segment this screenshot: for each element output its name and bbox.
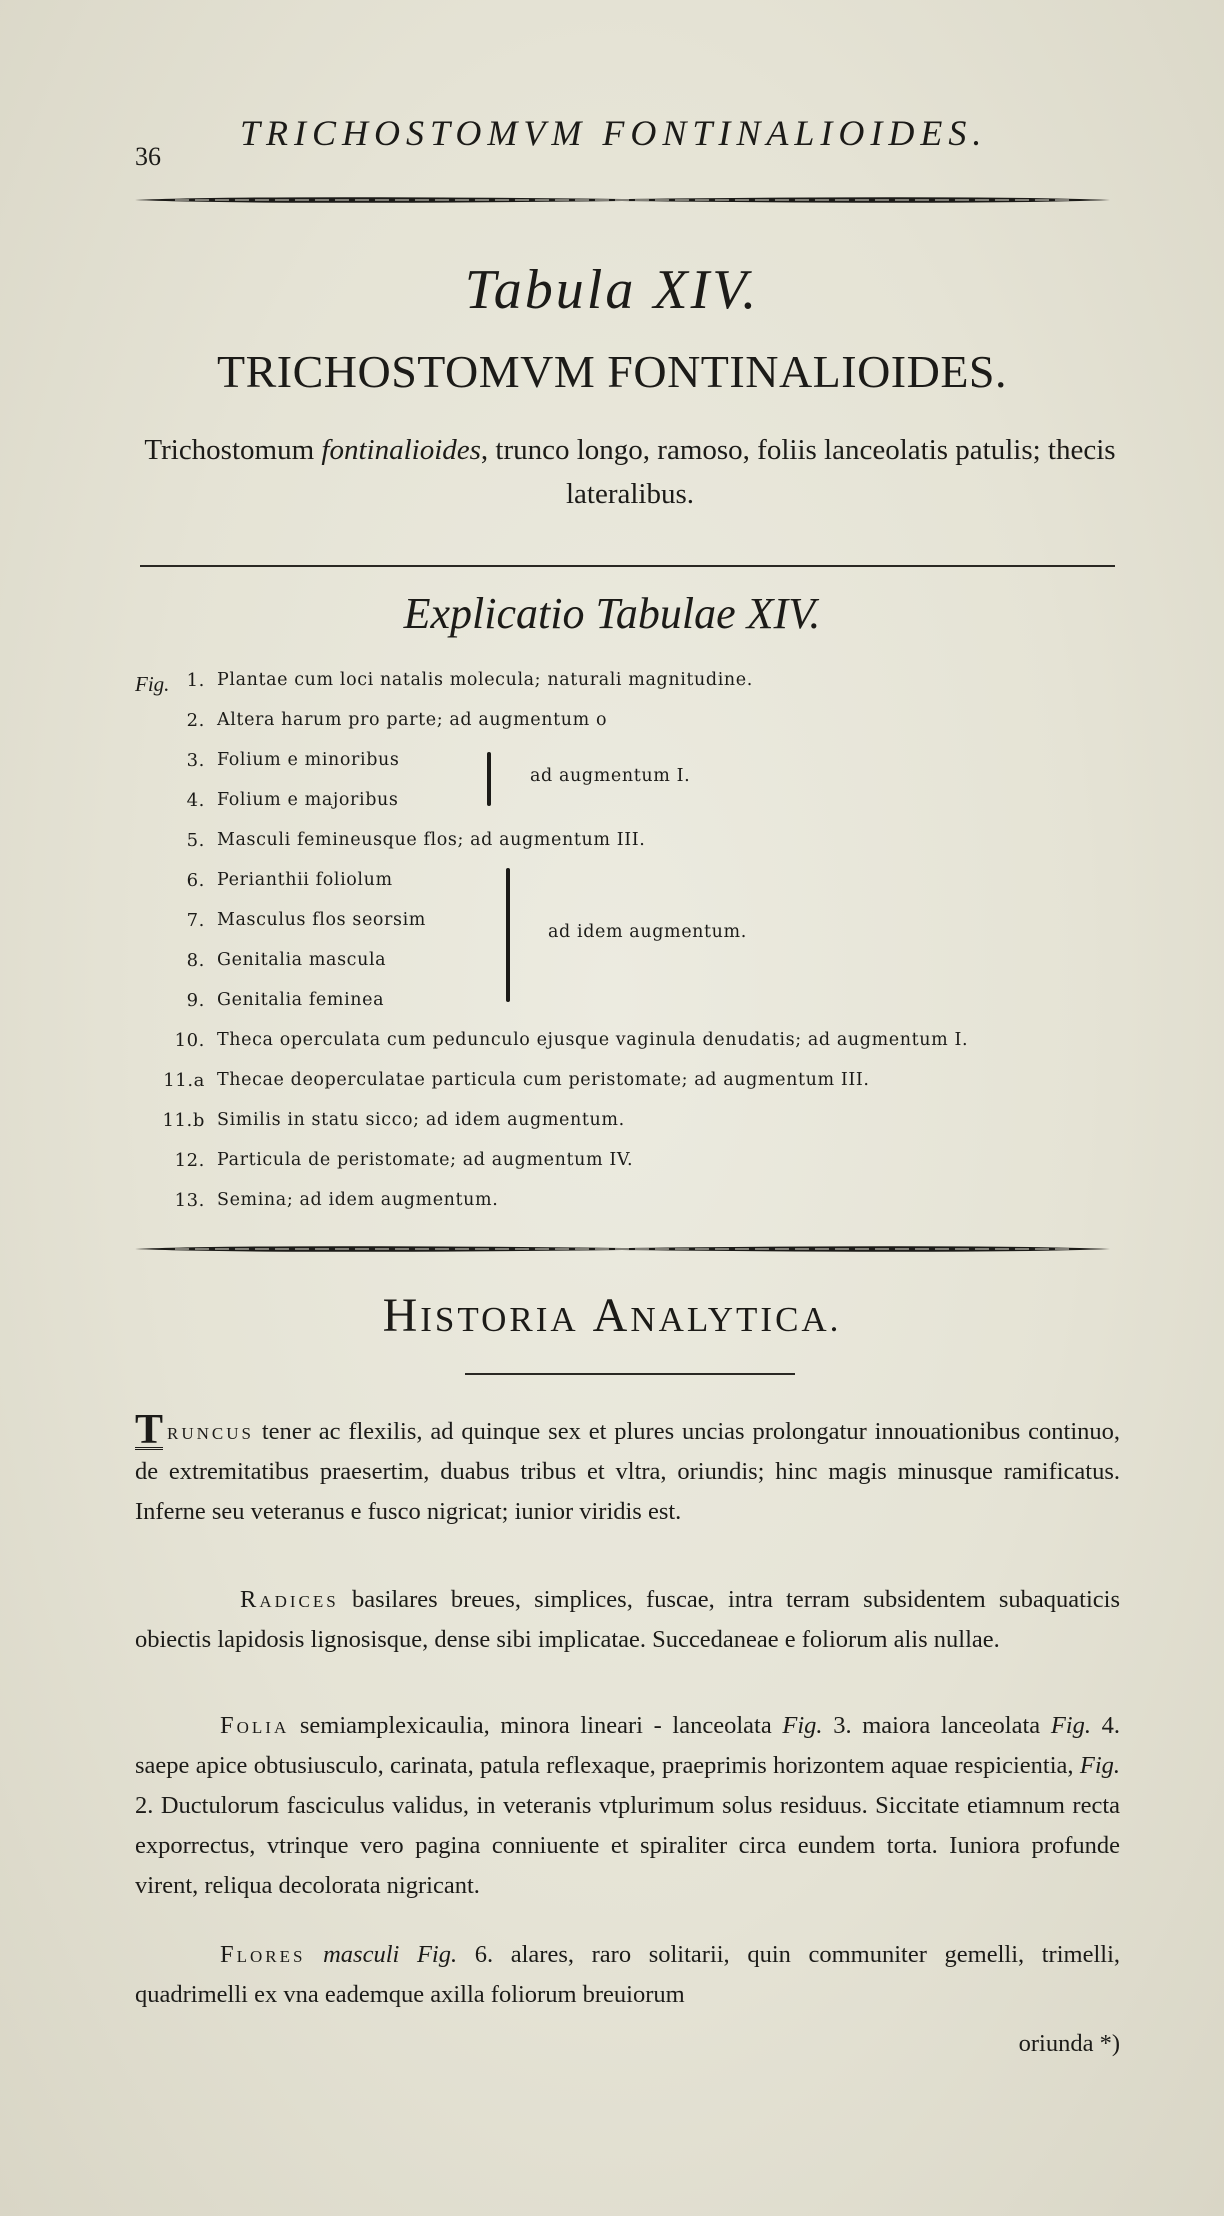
fig-number: 11.a: [163, 1070, 205, 1091]
fig-ref: masculi Fig.: [323, 1941, 458, 1968]
fig-description: Perianthii foliolum: [217, 870, 393, 890]
fig-number: 3.: [186, 750, 205, 771]
title-word-1: ISTORIA: [420, 1300, 579, 1339]
fig-description: Genitalia mascula: [217, 950, 387, 970]
brace-note: ad augmentum I.: [530, 766, 691, 786]
lead-word: Folia: [220, 1712, 290, 1739]
fig-number: 8.: [186, 950, 205, 971]
fig-number: 9.: [186, 990, 205, 1011]
fig-number: 2.: [186, 710, 205, 731]
paragraph-truncus: [135, 1407, 1121, 1532]
lead-word: Flores: [220, 1941, 306, 1968]
diagnosis-epithet: fontinalioides: [321, 434, 481, 466]
fig-number: 1.: [186, 670, 205, 691]
diagnosis-text-1: Trichostomum: [144, 434, 322, 466]
explicatio-row: [115, 830, 1115, 858]
species-name: TRICHOSTOMVM FONTINALIOIDES.: [216, 346, 1008, 397]
fig-number: 5.: [186, 830, 205, 851]
diagnosis-text-2: , trunco longo, ramoso, foliis lanceolatis patulis; thecis lateralibus.: [480, 434, 1116, 510]
fig-number: 12.: [174, 1150, 205, 1171]
ornamental-rule-middle: [135, 1242, 1110, 1256]
title-cap-a: A: [592, 1289, 631, 1342]
fig-description: Semina; ad idem augmentum.: [217, 1190, 499, 1210]
fig-description: Masculi femineusque flos; ad augmentum III.: [217, 830, 646, 850]
paragraph-flores: [135, 1935, 1120, 2015]
brace-note: ad idem augmentum.: [548, 922, 747, 942]
fig-description: Particula de peristomate; ad augmentum IV.: [217, 1150, 634, 1170]
explicatio-row: [115, 1190, 1115, 1218]
page-number: 36: [135, 142, 161, 171]
fig-description: Plantae cum loci natalis molecula; naturali magnitudine.: [217, 670, 753, 690]
explicatio-title: Explicatio Tabulae XIV.: [403, 589, 821, 638]
brace-bar: [506, 868, 510, 1002]
divider-rule: [140, 565, 1115, 567]
paragraph-text: tener ac flexilis, ad quinque sex et plures uncias prolongatur innouationibus continuo, de extremitatibus praesertim, duabus tribus et vltra, oriundis; hinc magis minusque ramificatus. Inferne seu veteranus e fusco nigricat; iunior viridis est.: [135, 1418, 1121, 1525]
fig-number: 13.: [174, 1190, 205, 1211]
running-title: TRICHOSTOMVM FONTINALIOIDES.: [240, 113, 988, 153]
explicatio-row: [115, 1110, 1115, 1138]
running-head: [135, 102, 1115, 171]
ornamental-rule-top: [135, 193, 1110, 207]
fig-description: Genitalia feminea: [217, 990, 385, 1010]
paragraph-text: 3. maiora lanceolata: [833, 1712, 1041, 1739]
fig-number: 11.b: [162, 1110, 205, 1131]
explicatio-row: [115, 990, 1115, 1018]
explicatio-row: [115, 670, 1115, 698]
title-word-2: NALYTICA.: [630, 1300, 842, 1339]
paragraph-text: 2. Ductulorum fasciculus validus, in veteranis vtplurimum solus residuus. Siccitate etiamnum recta exporrectus, vtrinque vero pagina conniuente et spiraliter circa eundem torta. Iuniora profunde virent, reliqua decolorata nigricant.: [135, 1792, 1120, 1899]
fig-ref: Fig.: [782, 1712, 823, 1739]
fig-description: Folium e majoribus: [217, 790, 399, 810]
fig-number: 4.: [186, 790, 205, 811]
explicatio-row: [115, 1150, 1115, 1178]
explicatio-row: [115, 710, 1115, 738]
title-cap-h: H: [382, 1289, 421, 1342]
paragraph-text: 6. alares, raro solitarii, quin communiter gemelli, trimelli, quadrimelli ex vna eademque axilla foliorum breuiorum: [135, 1941, 1121, 2008]
fig-number: 10.: [174, 1030, 205, 1051]
explicatio-row: [115, 1030, 1115, 1058]
fig-description: Folium e minoribus: [217, 750, 400, 770]
paragraph-text: basilares breues, simplices, fuscae, intra terram subsidentem subaquaticis obiectis lapidosis lignosisque, dense sibi implicatae. Succedaneae e foliorum alis nullae.: [135, 1586, 1120, 1653]
short-rule: [465, 1373, 795, 1375]
fig-ref: Fig.: [1079, 1752, 1121, 1779]
brace-bar: [487, 752, 491, 806]
fig-number: 7.: [186, 910, 205, 931]
plate-title: Tabula XIV.: [464, 259, 760, 321]
fig-description: Similis in statu sicco; ad idem augmentum.: [217, 1110, 625, 1130]
paragraph-folia: [135, 1706, 1120, 1906]
fig-ref: Fig.: [1050, 1712, 1091, 1739]
fig-number: 6.: [186, 870, 205, 891]
fig-description: Theca operculata cum pedunculo ejusque vaginula denudatis; ad augmentum I.: [217, 1030, 969, 1050]
section-title: [0, 1288, 1224, 1343]
catchword-line: oriunda *): [1018, 2030, 1120, 2057]
explicatio-row: [115, 870, 1115, 898]
lead-word: runcus: [167, 1418, 254, 1445]
species-diagnosis: [140, 428, 1120, 516]
fig-description: Thecae deoperculatae particula cum peristomate; ad augmentum III.: [217, 1070, 870, 1090]
fig-description: Altera harum pro parte; ad augmentum o: [217, 710, 608, 730]
paragraph-radices: [135, 1580, 1120, 1660]
drop-cap: T: [135, 1407, 164, 1453]
fig-description: Masculus flos seorsim: [217, 910, 426, 930]
explicatio-row: [115, 1070, 1115, 1098]
paragraph-text: semiamplexicaulia, minora lineari - lanceolata: [299, 1712, 772, 1739]
paragraph-text: 4. saepe apice obtusiusculo, carinata, patula reflexaque, praeprimis horizontem aquae respicientia,: [135, 1712, 1121, 1779]
explicatio-row: [115, 950, 1115, 978]
explicatio-row: [115, 790, 1115, 818]
fig-label: Fig.: [135, 672, 170, 696]
lead-word: Radices: [240, 1586, 339, 1613]
